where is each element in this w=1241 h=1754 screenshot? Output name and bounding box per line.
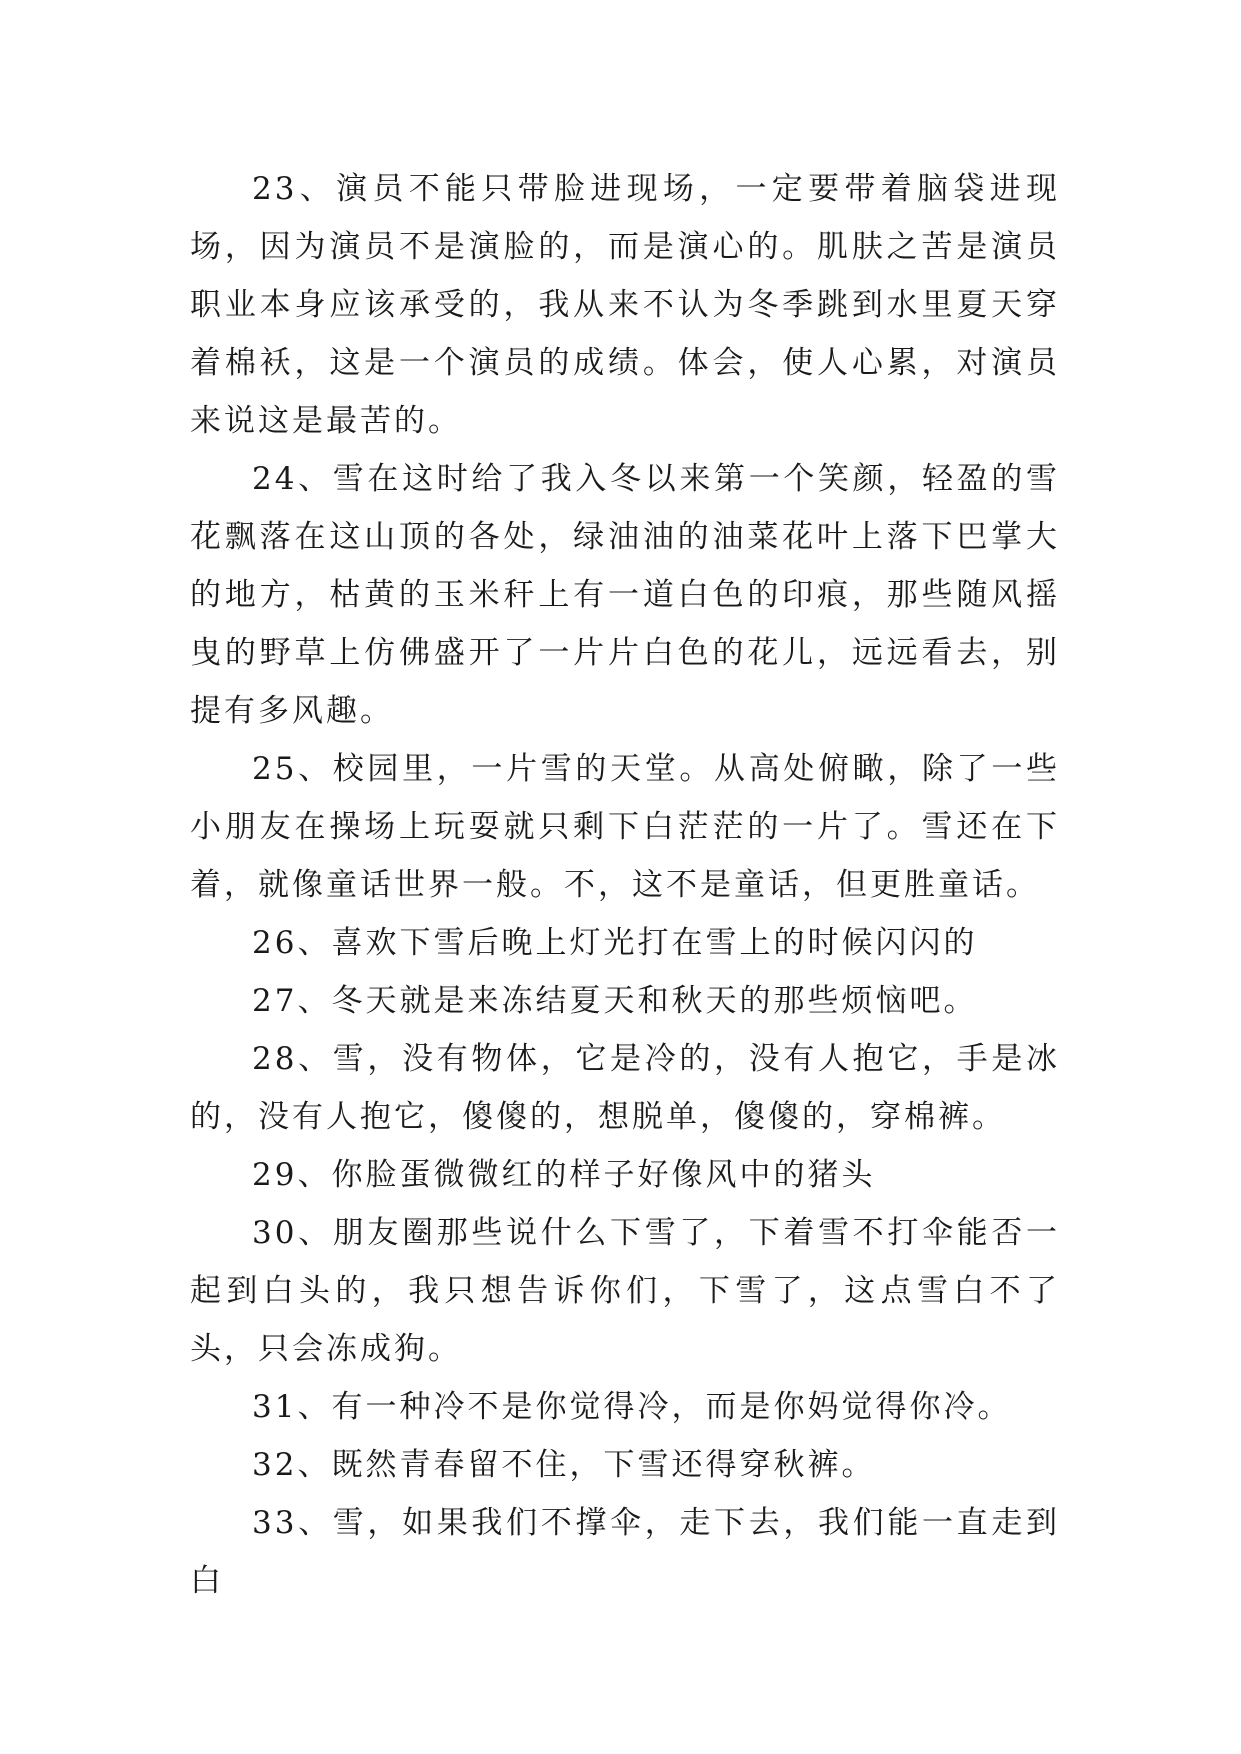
document-body [190, 160, 1060, 1610]
paragraph-31: 31、有一种冷不是你觉得冷，而是你妈觉得你冷。 [252, 1389, 1012, 1425]
paragraph-27: 27、冬天就是来冻结夏天和秋天的那些烦恼吧。 [252, 983, 978, 1019]
paragraph-29: 29、你脸蛋微微红的样子好像风中的猪头 [252, 1157, 876, 1193]
paragraph-24: 24、雪在这时给了我入冬以来第一个笑颜，轻盈的雪花飘落在这山顶的各处，绿油油的油菜花叶上落下巴掌大的地方，枯黄的玉米秆上有一道白色的印痕，那些随风摇曳的野草上仿佛盛开了一片片白色的花儿，远远看去，别提有多风趣。 [190, 461, 1060, 729]
paragraph-25: 25、校园里，一片雪的天堂。从高处俯瞰，除了一些小朋友在操场上玩耍就只剩下白茫茫的一片了。雪还在下着，就像童话世界一般。不，这不是童话，但更胜童话。 [190, 751, 1060, 903]
paragraph-33: 33、雪，如果我们不撑伞，走下去，我们能一直走到白 [190, 1505, 1060, 1599]
paragraph-26: 26、喜欢下雪后晚上灯光打在雪上的时候闪闪的 [252, 925, 978, 961]
paragraph-30: 30、朋友圈那些说什么下雪了，下着雪不打伞能否一起到白头的，我只想告诉你们，下雪了，这点雪白不了头，只会冻成狗。 [190, 1215, 1060, 1367]
paragraph-32: 32、既然青春留不住，下雪还得穿秋裤。 [252, 1447, 876, 1483]
paragraph-23: 23、演员不能只带脸进现场，一定要带着脑袋进现场，因为演员不是演脸的，而是演心的。肌肤之苦是演员职业本身应该承受的，我从来不认为冬季跳到水里夏天穿着棉袄，这是一个演员的成绩。体会，使人心累，对演员来说这是最苦的。 [190, 171, 1060, 439]
paragraph-28: 28、雪，没有物体，它是冷的，没有人抱它，手是冰的，没有人抱它，傻傻的，想脱单，傻傻的，穿棉裤。 [190, 1041, 1060, 1135]
